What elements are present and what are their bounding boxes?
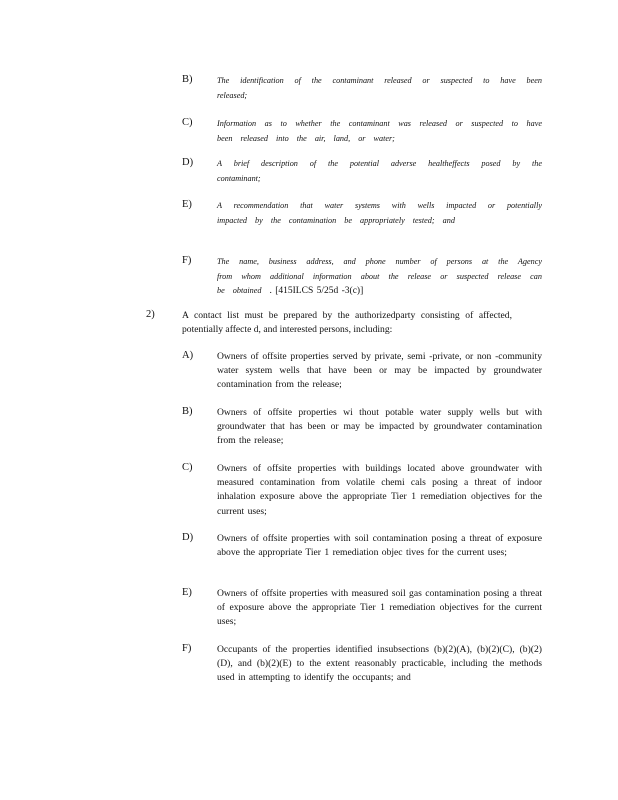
item-text: [217, 255, 542, 299]
item-label: F): [182, 255, 192, 266]
item-text: The identification of the contaminant released or suspected to have been released;: [217, 76, 542, 100]
item-text: Owners of offsite properties wi thout potable water supply wells but with groundwater that has been or may be impacted by groundwater contamination from the release;: [217, 407, 542, 447]
list-item: [182, 199, 542, 228]
item-text: A brief description of the potential adverse healtheffects posed by the contaminant;: [217, 159, 542, 183]
item-text: Owners of offsite properties with buildings located above groundwater with measured contamination from volatile chemi cals posing a threat of indoor inhalation exposure above the appropriate Tier 1 remediation objectives for the current uses;: [217, 463, 542, 517]
item-label: D): [182, 157, 194, 168]
item-label: F): [182, 643, 192, 654]
item-text: Owners of offsite properties with measured soil gas contamination posing a threat of exposure above the appropriate Tier 1 remediation objectives for the current uses;: [217, 588, 542, 628]
list-item: [182, 350, 542, 393]
item-label: A): [182, 350, 194, 361]
list-item: [182, 587, 542, 630]
item-text: A recommendation that water systems with wells impacted or potentially impacted by the contamination be appropriately tested; and: [217, 201, 542, 225]
item-label: E): [182, 587, 192, 598]
list-item: [182, 532, 542, 560]
item-label: C): [182, 462, 193, 473]
item-text: A contact list must be prepared by the authorizedparty consisting of affected, potentially affecte d, and interested persons, including:: [182, 310, 512, 336]
item-label: D): [182, 532, 194, 543]
list-item: [182, 117, 542, 146]
statute-citation: . [415ILCS 5/25d -3(c)]: [269, 286, 364, 296]
item-label: B): [182, 406, 193, 417]
item-text: Owners of offsite properties with soil contamination posing a threat of exposure above the appropriate Tier 1 remediation objec tives for the current uses;: [217, 533, 542, 559]
item-text-body: The name, business address, and phone number of persons at the Agency from whom additional information about the release or suspected release can be obtained: [217, 257, 542, 295]
item-label: C): [182, 117, 193, 128]
list-item: [182, 406, 542, 449]
numbered-item: [146, 309, 546, 337]
list-item: [182, 643, 542, 686]
list-item: [182, 74, 542, 103]
item-label: E): [182, 199, 192, 210]
item-text: Information as to whether the contaminant was released or suspected to have been released into the air, land, or water;: [217, 119, 542, 143]
list-item: [182, 255, 542, 299]
item-number: 2): [146, 309, 155, 320]
item-label: B): [182, 74, 193, 85]
list-item: [182, 157, 542, 186]
list-item: [182, 462, 542, 519]
item-text: Owners of offsite properties served by private, semi -private, or non -community water system wells that have been or may be impacted by groundwater contamination from the release;: [217, 351, 542, 391]
item-text: Occupants of the properties identified insubsections (b)(2)(A), (b)(2)(C), (b)(2)(D), and (b)(2)(E) to the extent reasonably practicable, including the methods used in attempting to identify the occupants; and: [217, 644, 542, 684]
